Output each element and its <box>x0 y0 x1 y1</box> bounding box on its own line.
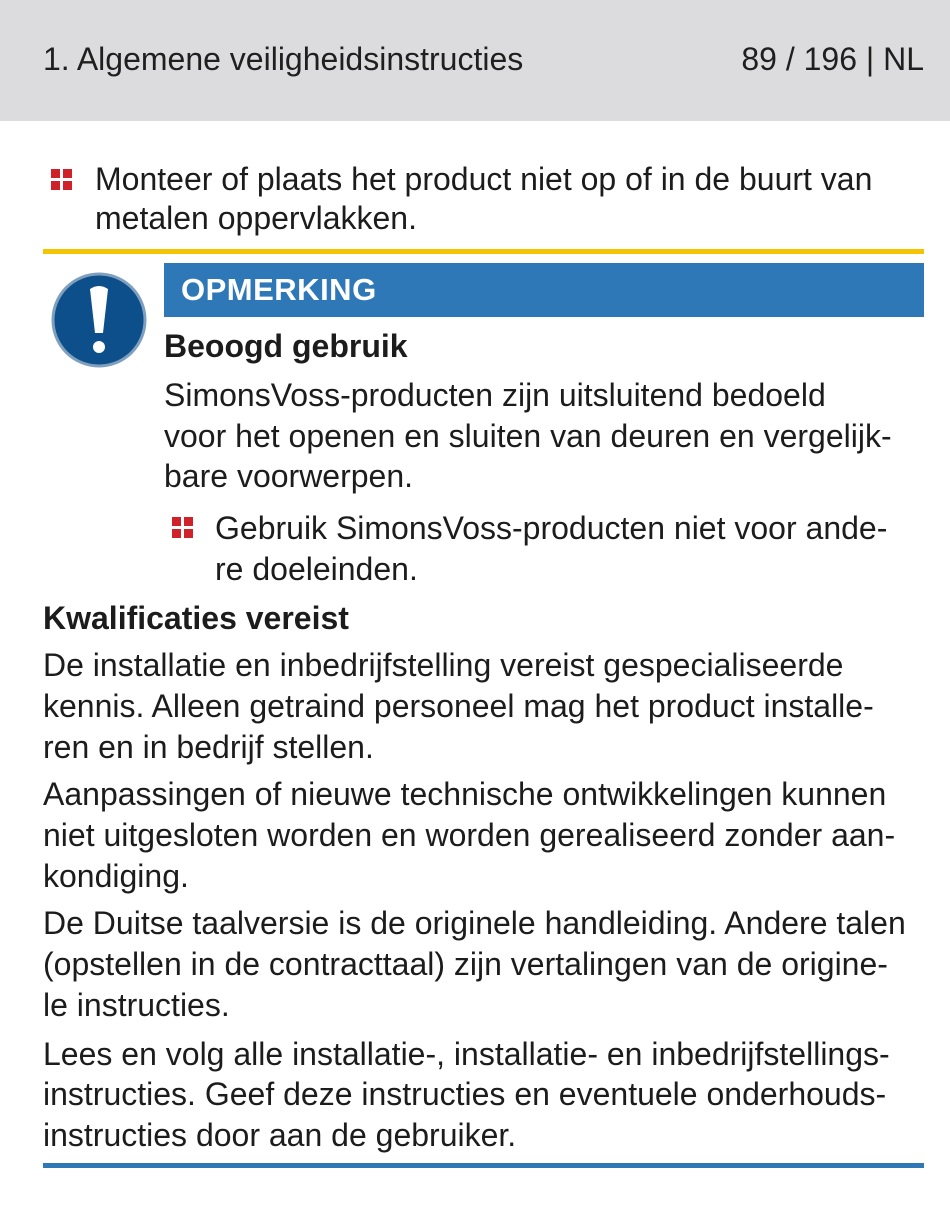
qualifications-heading: Kwalificaties vereist <box>43 600 349 636</box>
notice-bullet-line-1: Gebruik SimonsVoss-producten niet voor ande- <box>215 510 888 546</box>
notice-bullet-line-2: re doeleinden. <box>215 551 418 587</box>
paragraph-4-line-3: instructies door aan de gebruiker. <box>43 1117 517 1153</box>
bullet-icon <box>172 517 194 539</box>
notice-top-rule <box>43 249 924 254</box>
page-header <box>0 0 950 121</box>
notice-heading: Beoogd gebruik <box>164 328 408 364</box>
paragraph-3-line-2: (opstellen in de contracttaal) zijn vertalingen van de origine- <box>43 946 888 982</box>
exclamation-icon <box>50 271 148 369</box>
paragraph-1-line-2: kennis. Alleen getraind personeel mag het product installe- <box>43 688 874 724</box>
paragraph-3-line-1: De Duitse taalversie is de originele handleiding. Andere talen <box>43 905 906 941</box>
notice-bar <box>164 263 924 317</box>
notice-paragraph-line-1: SimonsVoss-producten zijn uitsluitend bedoeld <box>164 377 826 413</box>
paragraph-4-line-2: instructies. Geef deze instructies en eventuele onderhouds- <box>43 1076 887 1112</box>
page-number: 89 / 196 | NL <box>741 41 924 77</box>
section-title: 1. Algemene veiligheidsinstructies <box>43 41 524 77</box>
paragraph-2-line-3: kondiging. <box>43 858 189 894</box>
paragraph-2-line-1: Aanpassingen of nieuwe technische ontwikkelingen kunnen <box>43 776 887 812</box>
bullet-item-line-1: Monteer of plaats het product niet op of in de buurt van <box>95 161 873 197</box>
paragraph-1-line-1: De installatie en inbedrijfstelling vereist gespecialiseerde <box>43 647 844 683</box>
paragraph-2-line-2: niet uitgesloten worden en worden gerealiseerd zonder aan- <box>43 817 896 853</box>
notice-paragraph-line-2: voor het openen en sluiten van deuren en vergelijk- <box>164 418 892 454</box>
paragraph-1-line-3: ren en in bedrijf stellen. <box>43 729 374 765</box>
bullet-item-line-2: metalen oppervlakken. <box>95 200 417 236</box>
notice-paragraph-line-3: bare voorwerpen. <box>164 458 414 494</box>
bullet-icon <box>51 169 73 191</box>
paragraph-4-line-1: Lees en volg alle installatie-, installatie- en inbedrijfstellings- <box>43 1036 890 1072</box>
notice-bottom-rule <box>43 1163 924 1168</box>
paragraph-3-line-3: le instructies. <box>43 987 230 1023</box>
notice-label: OPMERKING <box>181 272 377 307</box>
